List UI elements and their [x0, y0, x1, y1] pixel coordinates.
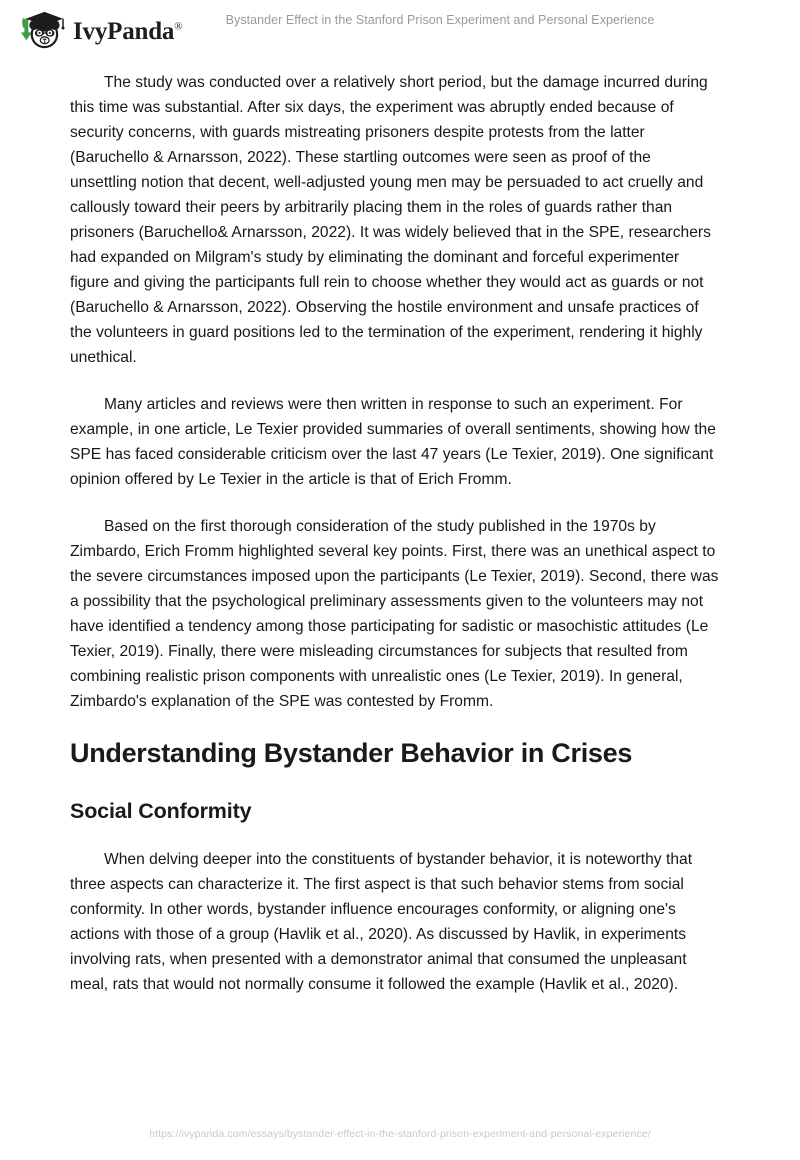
paragraph: When delving deeper into the constituents of bystander behavior, it is noteworthy that three aspects can characterize it. The first aspect is that such behavior stems from social conformity. In other words, bystander influence encourages conformity, or aligning one's actions with those of a group (Havlik et al., 2020). As discussed by Havlik, in experiments involving rats, when presented with a demonstrator animal that consumed the unpleasant meal, rats that would not normally consume it followed the example (Havlik et al., 2020).: [70, 851, 693, 993]
page-header: [0, 0, 800, 62]
subsection-heading: Social Conformity: [70, 799, 252, 823]
paragraph: The study was conducted over a relatively short period, but the damage incurred during this time was substantial. After six days, the experiment was abruptly ended because of security concerns, with guards mistreating prisoners despite protests from the latter (Baruchello & Arnarsson, 2022). These startling outcomes were seen as proof of the unsettling notion that decent, well-adjusted young men may be persuaded to act cruelly and callously toward their peers by arbitrarily placing them in the roles of guards rather than prisoners (Baruchello& Arnarsson, 2022). It was widely believed that in the SPE, researchers had expanded on Milgram's study by eliminating the dominant and forceful experimenter figure and giving the participants full rein to choose whether they would act as guards or not (Baruchello & Arnarsson, 2022). Observing the hostile environment and unsafe practices of the volunteers in guard positions led to the termination of the experiment, rendering it highly unethical.: [70, 74, 711, 366]
brand-trademark: ®: [174, 20, 183, 33]
article-body: [70, 70, 721, 997]
brand-name-text: IvyPanda: [73, 17, 175, 45]
document-title: Bystander Effect in the Stanford Prison Experiment and Personal Experience: [225, 13, 655, 27]
paragraph: Many articles and reviews were then written in response to such an experiment. For example, in one article, Le Texier provided summaries of overall sentiments, showing how the SPE has faced considerable criticism over the last 47 years (Le Texier, 2019). One significant opinion offered by Le Texier in the article is that of Erich Fromm.: [70, 396, 716, 488]
section-heading: Understanding Bystander Behavior in Crises: [70, 738, 633, 768]
paragraph: Based on the first thorough consideration of the study published in the 1970s by Zimbardo, Erich Fromm highlighted several key points. First, there was an unethical aspect to the severe circumstances imposed upon the participants (Le Texier, 2019). Second, there was a possibility that the psychological preliminary assessments given to the volunteers may not have identified a tendency among those participating for sadistic or masochistic attitudes (Le Texier, 2019). Finally, there were misleading circumstances for subjects that resulted from combining realistic prison components with unrealistic ones (Le Texier, 2019). In general, Zimbardo's explanation of the SPE was contested by Fromm.: [70, 518, 719, 710]
page-footer: [0, 1124, 800, 1142]
source-url-link[interactable]: https://ivypanda.com/essays/bystander-effect-in-the-stanford-prison-experiment-and-personal-experience/: [149, 1128, 651, 1140]
